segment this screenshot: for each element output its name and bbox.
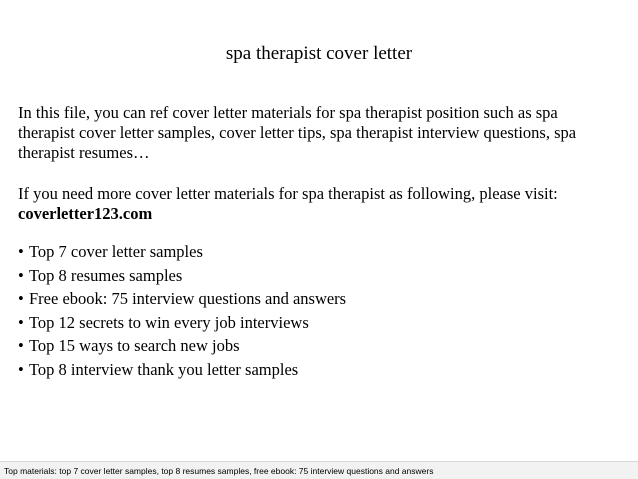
list-item [18,311,618,335]
intro-paragraph: In this file, you can ref cover letter materials for spa therapist position such as spa therapist cover letter samples, cover letter tips, spa therapist interview questions, spa therapist resumes… [18,103,577,162]
list-item-label: Top 8 resumes samples [29,265,183,285]
list-item-label: Top 12 secrets to win every job interviews [29,312,309,332]
list-item-label: Free ebook: 75 interview questions and answers [29,289,347,309]
list-item [18,358,618,382]
footer-text: Top materials: top 7 cover letter samples, top 8 resumes samples, free ebook: 75 interview questions and answers [4,466,434,476]
bullet-icon: • [18,359,24,379]
more-info-text: If you need more cover letter materials for spa therapist as following, please visit: [18,184,558,203]
bullet-icon: • [18,312,24,332]
list-item [18,264,618,288]
list-item-label: Top 8 interview thank you letter samples [29,359,299,379]
list-item [18,334,618,358]
page-title: spa therapist cover letter [225,43,413,64]
footer-bar [0,461,638,479]
list-item [18,287,618,311]
bullet-icon: • [18,265,24,285]
more-info-paragraph [18,184,618,224]
bullet-icon: • [18,242,24,261]
website-link[interactable]: coverletter123.com [18,204,153,223]
bullet-icon: • [18,289,24,309]
list-item [18,240,618,264]
bullet-icon: • [18,336,24,356]
materials-list [18,240,618,382]
list-item-label: Top 15 ways to search new jobs [29,336,240,356]
list-item-label: Top 7 cover letter samples [29,242,203,261]
